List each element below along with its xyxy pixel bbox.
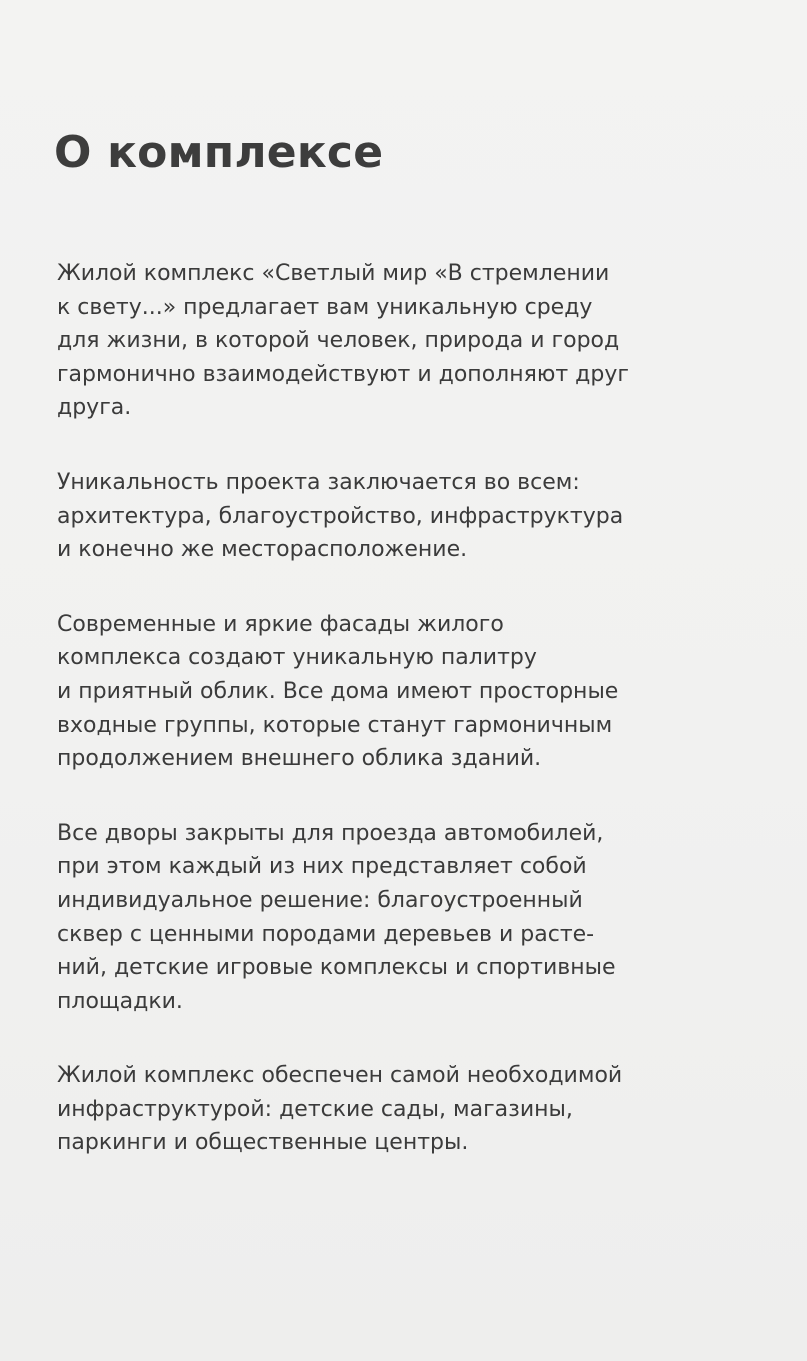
paragraph-line: ний, детские игровые комплексы и спортивные — [57, 955, 616, 981]
paragraph-line: площадки. — [57, 988, 183, 1014]
paragraph-3 — [57, 608, 707, 776]
paragraph-line: Современные и яркие фасады жилого — [57, 611, 504, 637]
paragraph-line: архитектура, благоустройство, инфраструктура — [57, 503, 624, 529]
paragraph-line: продолжением внешнего облика зданий. — [57, 746, 542, 772]
paragraph-line: инфраструктурой: детские сады, магазины, — [57, 1096, 573, 1122]
paragraph-line: для жизни, в которой человек, природа и город — [57, 328, 620, 354]
page-title: О комплексе — [54, 127, 384, 178]
paragraph-line: гармонично взаимодействуют и дополняют друг — [57, 361, 629, 387]
paragraph-line: паркинги и общественные центры. — [57, 1130, 469, 1156]
body-text — [57, 257, 707, 1201]
paragraph-5 — [57, 1059, 707, 1160]
paragraph-line: Жилой комплекс обеспечен самой необходимой — [57, 1063, 623, 1089]
paragraph-line: друга. — [57, 395, 132, 421]
paragraph-line: Все дворы закрыты для проезда автомобилей, — [57, 820, 604, 846]
paragraph-line: к свету...» предлагает вам уникальную среду — [57, 294, 593, 320]
paragraph-2 — [57, 466, 707, 567]
paragraph-line: входные группы, которые станут гармоничным — [57, 712, 613, 738]
paragraph-line: индивидуальное решение: благоустроенный — [57, 887, 583, 913]
paragraph-line: комплекса создают уникальную палитру — [57, 645, 537, 671]
paragraph-1 — [57, 257, 707, 425]
paragraph-line: при этом каждый из них представляет собой — [57, 854, 587, 880]
paragraph-line: Уникальность проекта заключается во всем: — [57, 469, 580, 495]
paragraph-line: и конечно же месторасположение. — [57, 537, 468, 563]
paragraph-line: сквер с ценными породами деревьев и расте- — [57, 921, 595, 947]
paragraph-line: и приятный облик. Все дома имеют просторные — [57, 678, 619, 704]
paragraph-line: Жилой комплекс «Светлый мир «В стремлении — [57, 261, 610, 286]
paragraph-4 — [57, 817, 707, 1019]
